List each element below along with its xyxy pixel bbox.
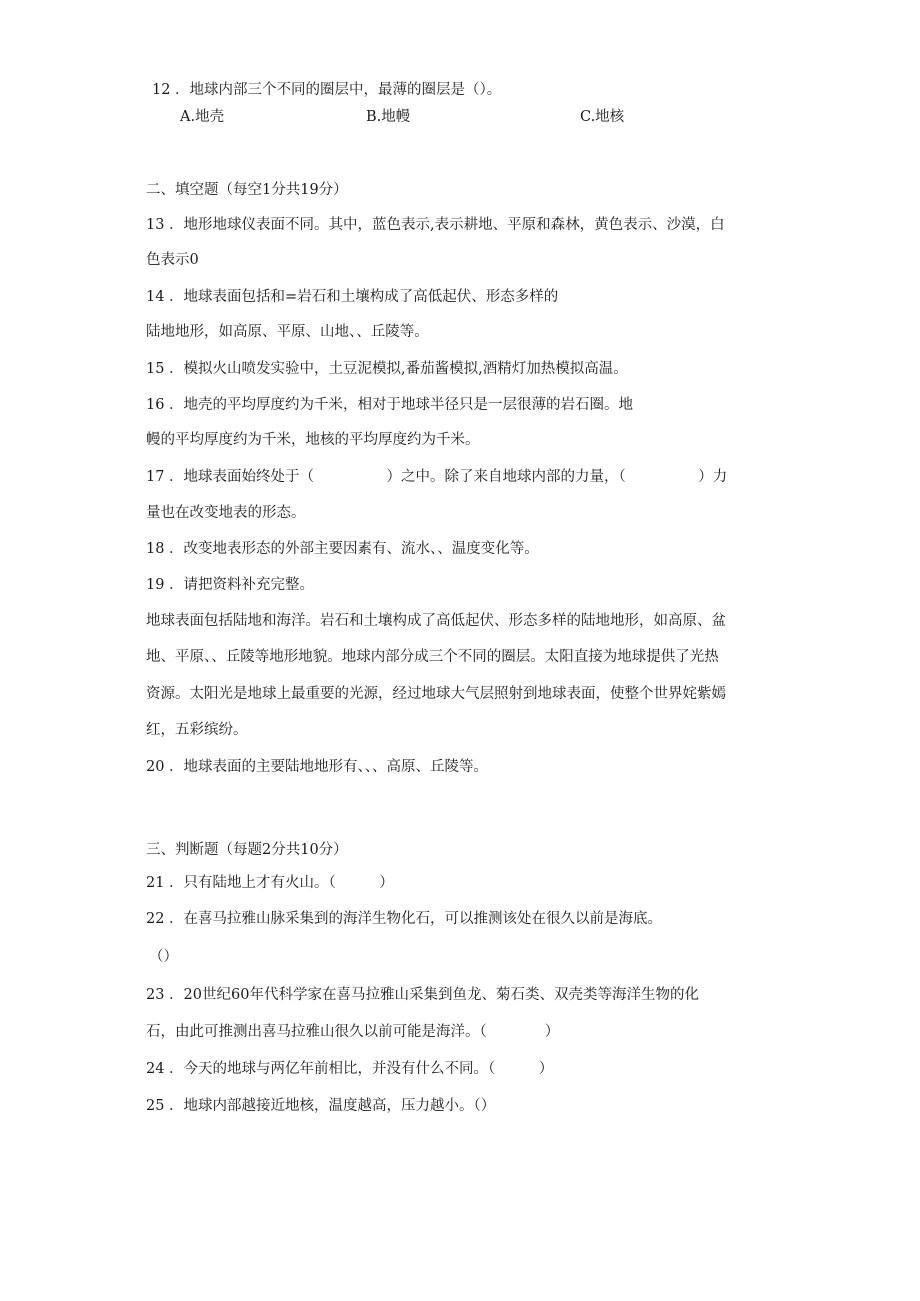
- q12-option-a: A.地壳: [180, 109, 225, 125]
- q23-line2: 石，由此可推测出喜马拉雅山很久以前可能是海洋。（ ）: [146, 1024, 560, 1040]
- q19-para-line2: 地、平原、、丘陵等地形地貌。地球内部分成三个不同的圈层。太阳直接为地球提供了光热: [146, 649, 719, 665]
- q12-option-c: C.地核: [580, 109, 625, 125]
- q18-line1: 18 ．改变地表形态的外部主要因素有、流水、、温度变化等。: [146, 541, 539, 557]
- q19-line1: 19 ．请把资料补充完整。: [146, 577, 315, 593]
- section2-heading: 二、填空题（每空1分共19分）: [146, 182, 348, 198]
- q15-line1: 15 ．模拟火山喷发实验中，土豆泥模拟,番茄酱模拟,酒精灯加热模拟高温。: [146, 361, 628, 377]
- q19-para-line4: 红，五彩缤纷。: [146, 722, 248, 738]
- q16-line1: 16 ．地壳的平均厚度约为千米，相对于地球半径只是一层很薄的岩石圈。地: [146, 397, 634, 413]
- q12-text: 12 ．地球内部三个不同的圈层中，最薄的圈层是（）。: [152, 82, 502, 98]
- q23-line1: 23 ．20世纪60年代科学家在喜马拉雅山采集到鱼龙、菊石类、双壳类等海洋生物的化: [146, 987, 699, 1003]
- q21-line1: 21 ．只有陆地上才有火山。（ ）: [146, 875, 394, 891]
- q19-para-line3: 资源。太阳光是地球上最重要的光源，经过地球大气层照射到地球表面，使整个世界姹紫嫣: [146, 686, 726, 702]
- q13-line2: 色表示0: [146, 252, 199, 268]
- q20-line1: 20 ．地球表面的主要陆地地形有、、、高原、丘陵等。: [146, 759, 489, 775]
- q24-line1: 24 ．今天的地球与两亿年前相比，并没有什么不同。（ ）: [146, 1061, 554, 1077]
- q12-option-b: B.地幔: [366, 109, 411, 125]
- q17-line1: 17 ．地球表面始终处于（ ）之中。除了来自地球内部的力量，（ ）力: [146, 469, 728, 485]
- q19-para-line1: 地球表面包括陆地和海洋。岩石和土壤构成了高低起伏、形态多样的陆地地形，如高原、盆: [146, 613, 726, 629]
- q14-line1: 14 ．地球表面包括和=岩石和土壤构成了高低起伏、形态多样的: [146, 289, 559, 305]
- section3-heading: 三、判断题（每题2分共10分）: [146, 842, 348, 858]
- q16-line2: 幔的平均厚度约为千米，地核的平均厚度约为千米。: [146, 432, 480, 448]
- q22-line2: （）: [149, 949, 178, 965]
- q25-line1: 25 ．地球内部越接近地核，温度越高，压力越小。（）: [146, 1098, 496, 1114]
- q17-line2: 量也在改变地表的形态。: [146, 505, 306, 521]
- q13-line1: 13 ．地形地球仪表面不同。其中，蓝色表示,表示耕地、平原和森林，黄色表示、沙漠，白: [146, 217, 725, 233]
- q22-line1: 22 ．在喜马拉雅山脉采集到的海洋生物化石，可以推测该处在很久以前是海底。: [146, 911, 663, 927]
- q14-line2: 陆地地形，如高原、平原、山地、、丘陵等。: [146, 324, 429, 340]
